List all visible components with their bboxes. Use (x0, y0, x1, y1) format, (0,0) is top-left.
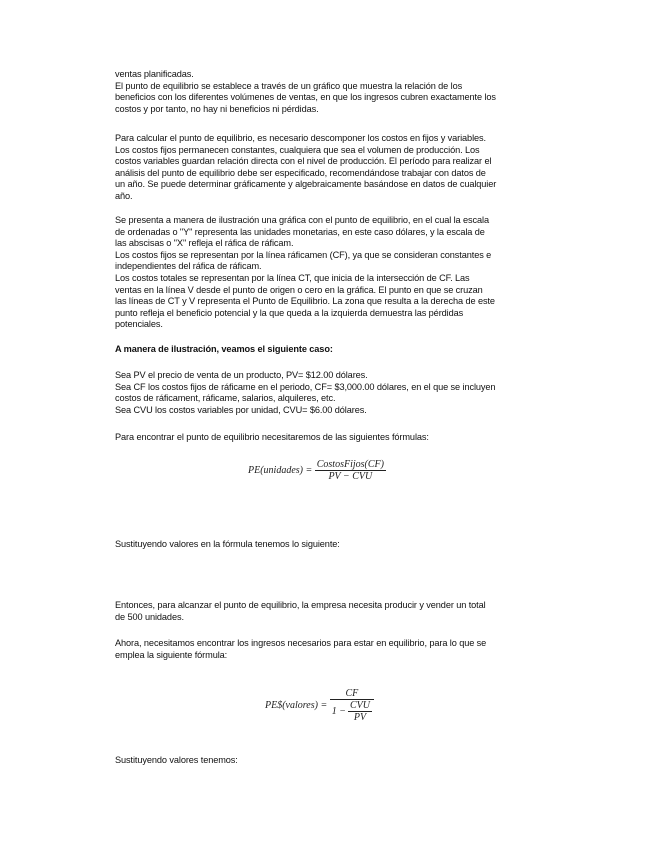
breakeven-value-formula (265, 688, 374, 723)
paragraph-calculation (115, 133, 545, 203)
text-line: año. (115, 190, 133, 201)
text-line: ventas en la línea V desde el punto de origen o cero en la gráfica. El punto en que se cruzan (115, 284, 483, 295)
text-line: análisis del punto de equilibrio debe ser especificado, recomendándose trabajar con datos de (115, 167, 486, 178)
text-line: ventas planificadas. (115, 69, 194, 79)
paragraph-case-data (115, 370, 545, 416)
formula-numerator: CostosFijos(CF) (316, 459, 384, 470)
text-line: Entonces, para alcanzar el punto de equilibrio, la empresa necesita producir y vender un total (115, 600, 486, 610)
paragraph-substitution: Sustituyendo valores en la fórmula tenemos lo siguiente: (115, 539, 340, 549)
text-line: beneficios con los diferentes volúmenes de ventas, en que los ingresos cubren exactamente los (115, 92, 496, 103)
text-line: Sea CVU los costos variables por unidad, CVU= $6.00 dólares. (115, 404, 367, 415)
text-line: Los costos fijos permanecen constantes, cualquiera que sea el volumen de producción. Los (115, 144, 480, 155)
paragraph-substitution-values: Sustituyendo valores tenemos: (115, 755, 238, 765)
formula-inner-denominator: PV (353, 712, 367, 723)
formula-fraction (330, 688, 374, 723)
text-line: las líneas de CT y V representa el Punto de Equilibrio. La zona que resulta a la derecha de este (115, 296, 495, 307)
text-line: un año. Se puede determinar gráficamente y algebraicamente basándose en datos de cualquier (115, 179, 497, 190)
formula-denominator: PV − CVU (328, 471, 373, 482)
formula-one-minus: 1 − (331, 706, 346, 717)
formula-inner-numerator: CVU (349, 700, 370, 711)
paragraph-graph-explanation (115, 215, 545, 331)
text-line: costos de ráficament, ráficame, salarios, alquileres, etc. (115, 393, 336, 404)
paragraph-formulas-intro: Para encontrar el punto de equilibrio necesitaremos de las siguientes fórmulas: (115, 432, 429, 442)
text-line: independientes del ráfica de ráficam. (115, 261, 262, 272)
text-line: Los costos totales se representan por la línea CT, que inicia de la intersección de CF. Las (115, 272, 470, 283)
case-heading: A manera de ilustración, veamos el siguiente caso: (115, 344, 333, 354)
breakeven-units-formula (248, 459, 386, 482)
text-line: Sea PV el precio de venta de un producto, PV= $12.00 dólares. (115, 370, 368, 380)
text-line: Para calcular el punto de equilibrio, es necesario descomponer los costos en fijos y variables. (115, 133, 486, 143)
text-line: Ahora, necesitamos encontrar los ingresos necesarios para estar en equilibrio, para lo que se (115, 638, 487, 648)
text-line: El punto de equilibrio se establece a través de un gráfico que muestra la relación de los (115, 80, 463, 91)
paragraph-intro (115, 69, 545, 115)
text-line: Los costos fijos se representan por la línea ráficamen (CF), ya que se consideran constantes e (115, 249, 492, 260)
text-line: de ordenadas o "Y" representa las unidades monetarias, en este caso dólares, y la escala de (115, 226, 485, 237)
paragraph-revenue-intro (115, 638, 545, 661)
text-line: Se presenta a manera de ilustración una gráfica con el punto de equilibrio, en el cual la escala (115, 215, 489, 225)
text-line: costos variables guardan relación directa con el nivel de producción. El período para realizar el (115, 156, 492, 167)
text-line: de 500 unidades. (115, 611, 184, 622)
formula-inner-fraction (348, 700, 372, 723)
formula-fraction (315, 459, 386, 482)
text-line: emplea la siguiente fórmula: (115, 649, 228, 660)
formula-denominator (330, 700, 374, 723)
formula-lhs: PE$(valores) = (265, 699, 328, 711)
text-line: las abscisas o "X" refleja el ráfica de ráficam. (115, 238, 294, 249)
formula-numerator: CF (345, 688, 359, 699)
paragraph-result (115, 600, 545, 623)
text-line: punto refleja el beneficio potencial y la que queda a la izquierda demuestra las pérdidas (115, 307, 464, 318)
text-line: Sea CF los costos fijos de ráficame en el periodo, CF= $3,000.00 dólares, en el que se incluyen (115, 381, 496, 392)
text-line: potenciales. (115, 319, 163, 330)
formula-lhs: PE(unidades) = (248, 464, 313, 476)
text-line: costos y por tanto, no hay ni beneficios ni pérdidas. (115, 103, 319, 114)
